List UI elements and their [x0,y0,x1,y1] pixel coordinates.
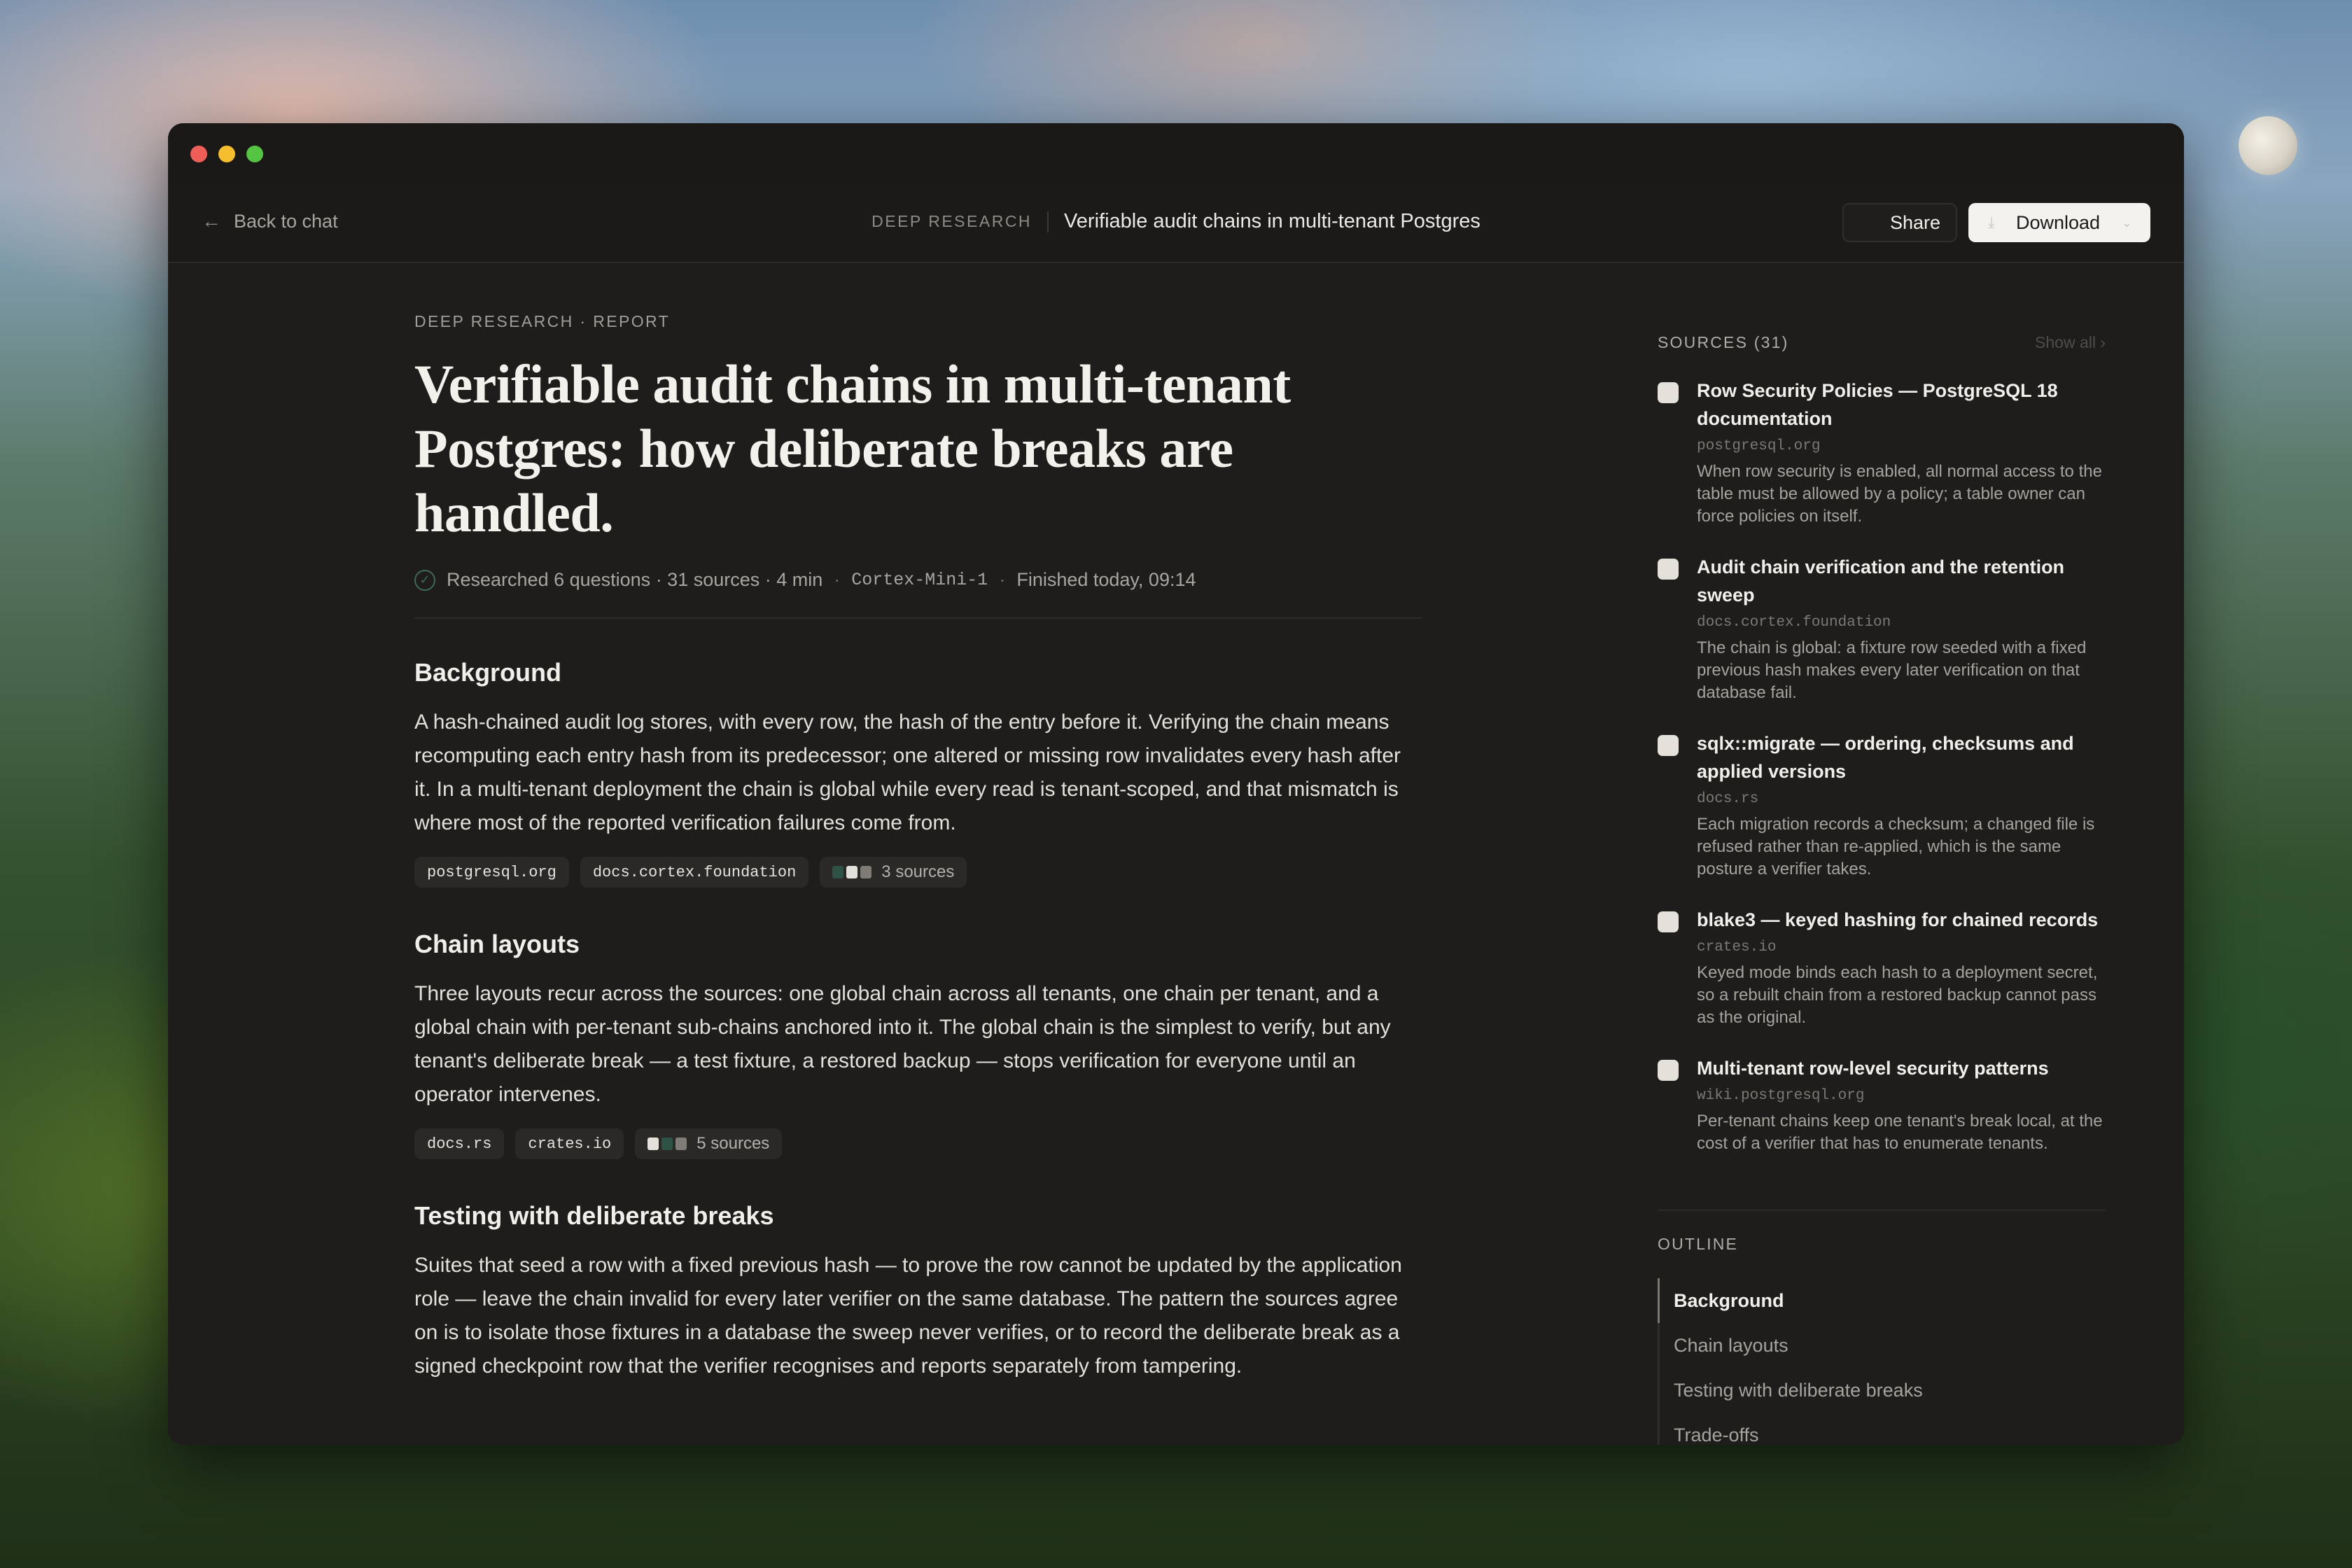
source-domain: postgresql.org [1697,438,1821,454]
nav-title: Verifiable audit chains in multi-tenant Postgres [1064,210,1480,232]
show-all-link[interactable]: Show all › [2035,333,2106,351]
source-domain: docs.rs [1697,791,1759,807]
sources-header [1658,333,2106,352]
source-title: sqlx::migrate — ordering, checksums and applied versions [1697,733,2074,782]
source-item[interactable] [1658,906,2106,1029]
citation-chips [414,1128,1422,1159]
report-meta [414,569,1422,591]
chevron-down-icon[interactable]: ⌄ [2121,215,2132,230]
source-title: blake3 — keyed hashing for chained records [1697,909,2099,930]
meta-separator: · [999,569,1006,590]
section-background [414,658,1422,888]
source-desc: Each migration records a checksum; a changed file is refused rather than re-applied, which is the same posture a verifier takes. [1697,815,2095,878]
source-desc: The chain is global: a fixture row seeded with a fixed previous hash makes every later verification on that database fail. [1697,638,2087,702]
section-body: Suites that seed a row with a fixed previous hash — to prove the row cannot be updated by the application role — leave the chain invalid for every later verifier on the same database. The pattern the sources agree on is to isolate those fixtures in a database the sweep never verifies, or to record the deliberate break as a signed checkpoint row that the verifier recognises and reports separately from tampering. [414,1254,1402,1378]
source-title: Audit chain verification and the retention sweep [1697,556,2065,606]
minimize-window-button[interactable] [218,146,235,162]
report-headline: Verifiable audit chains in multi-tenant Postgres: how deliberate breaks are handled. [414,354,1291,543]
moon-decoration [2239,116,2297,175]
favicon-icon [1658,382,1679,403]
meta-summary: Researched 6 questions · 31 sources · 4 min [447,569,823,590]
outline-nav [1658,1278,2106,1445]
sources-count-label: 3 sources [881,862,955,881]
citation-chips [414,857,1422,888]
app-window [168,123,2184,1445]
source-item[interactable] [1658,729,2106,881]
report-kicker: DEEP RESEARCH · REPORT [414,312,671,330]
close-window-button[interactable] [190,146,207,162]
source-desc: Keyed mode binds each hash to a deployment secret, so a rebuilt chain from a restored backup cannot pass as the original. [1697,963,2098,1027]
source-domain: crates.io [1697,939,1777,955]
source-domain: docs.cortex.foundation [1697,615,1891,631]
sources-count-chip[interactable] [820,857,967,888]
source-domain: wiki.postgresql.org [1697,1088,1865,1104]
title-bar [168,123,2184,185]
citation-chip[interactable]: postgresql.org [414,857,569,888]
divider [414,617,1422,619]
report-main [414,312,1422,1383]
sources-list [1658,377,2106,1155]
check-circle-icon: ✓ [414,570,435,591]
favicon-icon [1658,559,1679,580]
share-label: Share [1889,211,1940,233]
favicon-icon [1658,1060,1679,1081]
sources-count-chip[interactable] [635,1128,782,1159]
outline-label: OUTLINE [1658,1235,1739,1253]
section-body: Three layouts recur across the sources: one global chain across all tenants, one chain per tenant, and a global chain with per-tenant sub-chains anchored into it. The global chain is the simplest to verify, but any tenant's deliberate break — a test fixture, a restored backup — stops verification for everyone until an operator intervenes. [414,982,1391,1106]
favicon-icon [1658,911,1679,932]
nav-kicker: DEEP RESEARCH [872,212,1032,230]
source-item[interactable] [1658,377,2106,528]
citation-chip[interactable]: crates.io [515,1128,624,1159]
section-title: Chain layouts [414,930,580,958]
zoom-window-button[interactable] [246,146,263,162]
section-body: A hash-chained audit log stores, with every row, the hash of the entry before it. Verifying the chain means recomputing each entry hash from its predecessor; one altered or missing row invalidates every hash after it. In a multi-tenant deployment the chain is global while every read is tenant-scoped, and that mismatch is where most of the reported verification failures come from. [414,710,1401,834]
section-title: Background [414,658,562,687]
sources-label: SOURCES (31) [1658,333,1789,351]
section-chain-layouts [414,930,1422,1159]
favicon-icon [1658,735,1679,756]
citation-chip[interactable]: docs.cortex.foundation [580,857,808,888]
meta-finished: Finished today, 09:14 [1016,569,1196,590]
meta-model: Cortex-Mini-1 [851,570,988,590]
section-testing [414,1201,1422,1383]
download-icon: ⤓ [1988,214,1995,231]
source-item[interactable] [1658,553,2106,704]
meta-separator: · [834,569,841,590]
divider [1658,1210,2106,1211]
citation-chip[interactable]: docs.rs [414,1128,504,1159]
arrow-left-icon: ← [202,210,221,232]
outline-item-trade-offs[interactable]: Trade-offs [1658,1413,2106,1445]
nav-divider [1047,211,1049,232]
sources-count-label: 5 sources [696,1134,770,1153]
source-favicons [648,1138,687,1150]
source-title: Multi-tenant row-level security patterns [1697,1058,2049,1079]
source-desc: Per-tenant chains keep one tenant's break local, at the cost of a verifier that has to enumerate tenants. [1697,1112,2103,1153]
download-button[interactable] [1968,203,2150,242]
share-button[interactable] [1842,203,1957,242]
outline-item-background[interactable]: Background [1658,1278,2106,1323]
source-favicons [832,866,872,878]
outline-item-chain-layouts[interactable]: Chain layouts [1658,1323,2106,1368]
source-item[interactable] [1658,1054,2106,1155]
outline-item-testing[interactable]: Testing with deliberate breaks [1658,1368,2106,1413]
back-label: Back to chat [234,210,338,232]
section-title: Testing with deliberate breaks [414,1201,774,1230]
download-label: Download [2016,211,2101,233]
source-desc: When row security is enabled, all normal access to the table must be allowed by a policy; a table owner can force policies on itself. [1697,462,2102,526]
top-nav [168,185,2184,263]
source-title: Row Security Policies — PostgreSQL 18 documentation [1697,380,2058,429]
